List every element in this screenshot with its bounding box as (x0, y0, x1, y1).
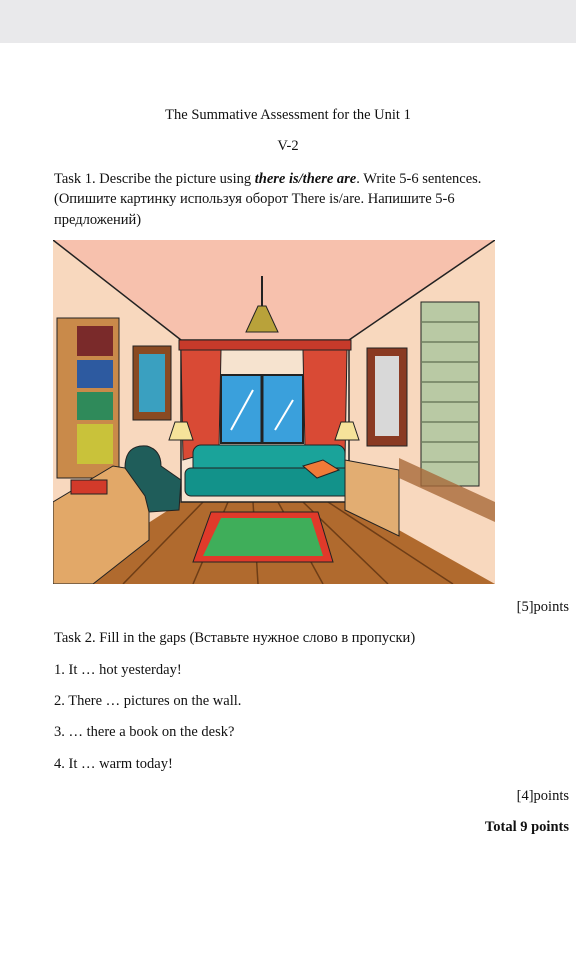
document-title: The Summative Assessment for the Unit 1 (165, 107, 411, 123)
gap-item: 1. It … hot yesterday! (54, 662, 182, 678)
task2-points: [4]points (516, 788, 569, 804)
task1-points: [5]points (516, 599, 569, 615)
gap-item: 4. It … warm today! (54, 756, 173, 772)
task1-line1 (54, 170, 481, 188)
variant-label: V-2 (277, 138, 299, 154)
task1-line3: предложений) (54, 212, 142, 228)
gap-item: 3. … there a book on the desk? (54, 724, 235, 740)
task1-line2: (Опишите картинку используя оборот There is/are. Напишите 5-6 (54, 191, 455, 207)
living-room-illustration (53, 240, 495, 584)
task1-suffix: . Write 5-6 sentences. (356, 171, 482, 187)
task2-heading: Task 2. Fill in the gaps (Вставьте нужное слово в пропуски) (54, 630, 416, 646)
top-bar (0, 0, 576, 43)
total-points: Total 9 points (484, 819, 569, 835)
gap-item: 2. There … pictures on the wall. (54, 693, 242, 709)
task1-emphasis: there is/there are (254, 171, 357, 187)
task1-prefix: Task 1. Describe the picture using (54, 171, 255, 187)
